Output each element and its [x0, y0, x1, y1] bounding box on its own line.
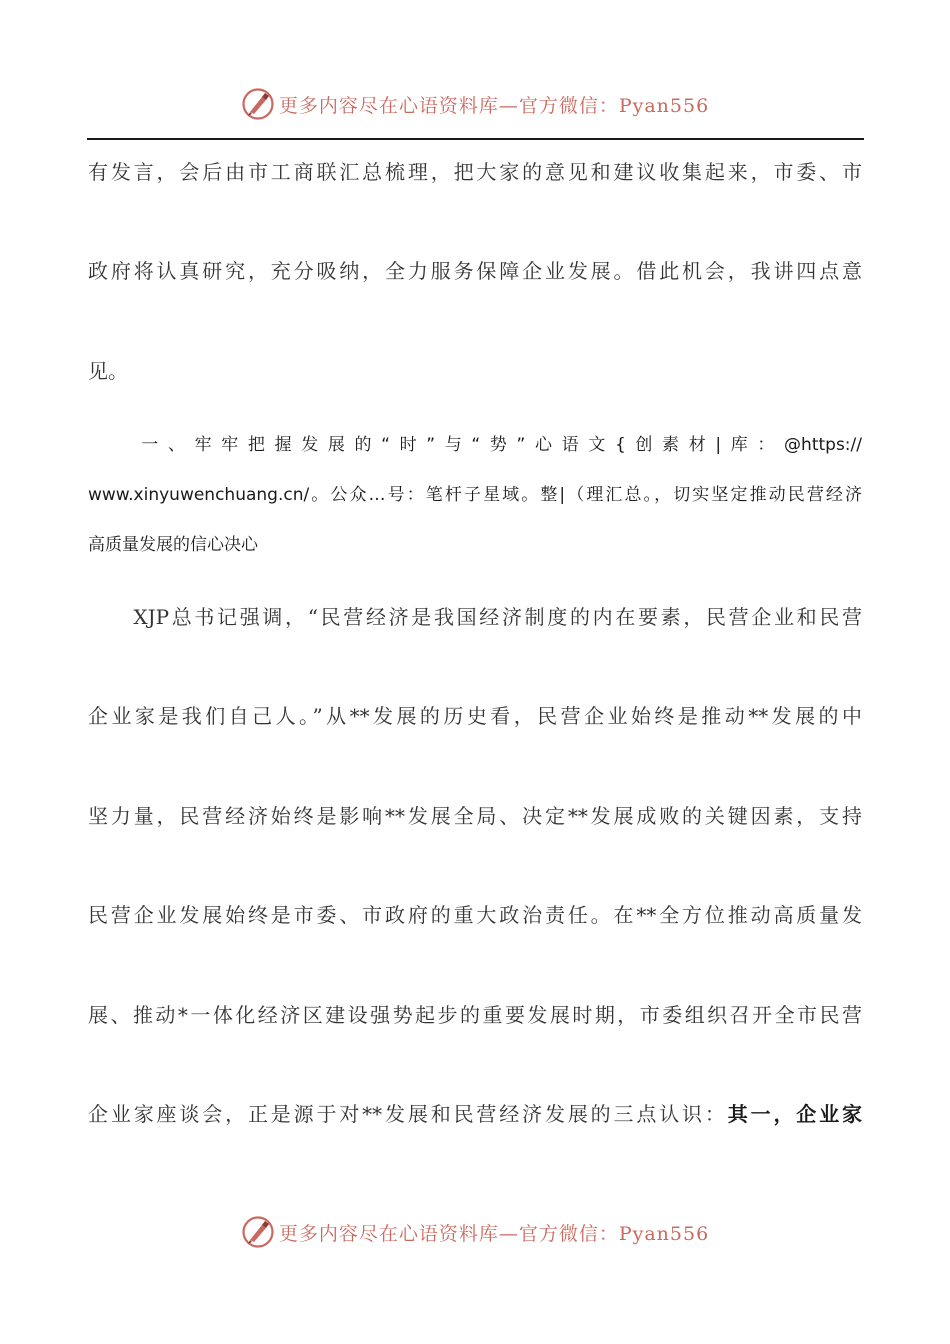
footer-banner	[0, 1212, 950, 1252]
header-banner-text: 更多内容尽在心语资料库—官方微信：Pyan556	[278, 94, 710, 117]
body-line	[88, 1100, 862, 1128]
body-line: 展、推动*一体化经济区建设强势起步的重要发展时期，市委组织召开全市民营	[88, 1003, 862, 1027]
header-divider	[87, 138, 864, 140]
body-line: XJP总书记强调，“民营经济是我国经济制度的内在要素，民营企业和民营	[88, 605, 862, 629]
footer-banner-text: 更多内容尽在心语资料库—官方微信：Pyan556	[278, 1222, 710, 1245]
section-heading-line: www.xinyuwenchuang.cn/。公众…号：笔杆子星域。整|（理汇总。，切实坚定推动民营经济	[88, 485, 862, 505]
body-text: 企业家座谈会，正是源于对**发展和民营经济发展的三点认识：	[88, 1102, 728, 1126]
section-heading-line: 一、牢牢把握发展的“时”与“势”心语文{创素材|库：@https://	[88, 435, 862, 455]
emphasized-text: 其一，企业家	[727, 1102, 862, 1126]
body-line: 政府将认真研究，充分吸纳，全力服务保障企业发展。借此机会，我讲四点意	[88, 259, 862, 283]
body-line: 民营企业发展始终是市委、市政府的重大政治责任。在**全方位推动高质量发	[88, 903, 862, 927]
body-line: 见。	[88, 359, 128, 383]
body-line: 有发言，会后由市工商联汇总梳理，把大家的意见和建议收集起来，市委、市	[88, 160, 862, 184]
header-banner	[0, 84, 950, 124]
section-heading-line: 高质量发展的信心决心	[88, 535, 258, 555]
body-line: 坚力量，民营经济始终是影响**发展全局、决定**发展成败的关键因素，支持	[88, 804, 862, 828]
body-line: 企业家是我们自己人。”从**发展的历史看，民营企业始终是推动**发展的中	[88, 704, 862, 728]
pen-logo-icon	[241, 87, 275, 121]
pen-logo-icon	[241, 1215, 275, 1249]
